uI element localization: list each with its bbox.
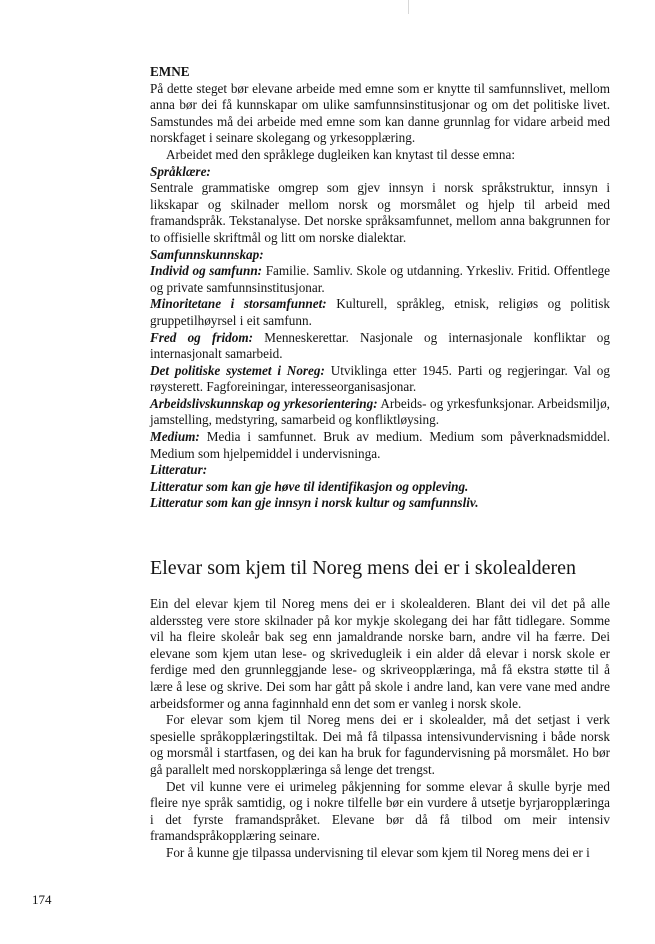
section-title: Elevar som kjem til Noreg mens dei er i skolealderen [150,557,576,579]
sprak-text: Sentrale grammatiske omgrep som gjev innsyn i norsk språkstruktur, innsyn i likskapar og skilnader mellom norsk og morsmålet og hjelp til arbeid med framandspråk. Tekstanalyse. Det norske språksamfunnet, mellom anna bakgrunnen for to offisielle skriftmål og litt om norske dialektar. [150,180,610,245]
emne-heading: EMNE [150,64,190,79]
topic-item [150,296,610,329]
lit-heading: Litteratur: [150,462,208,478]
topic-text: Familie. Samliv. Skole og utdanning. Yrkesliv. Fritid. Offentlege og private samfunnsinstitusjonar. [150,263,610,295]
topic-label: Minoritetane i storsamfunnet: [150,296,327,312]
samf-heading: Samfunnskunnskap: [150,246,264,262]
topic-item [150,396,610,429]
topic-text: Arbeids- og yrkesfunksjonar. Arbeidsmiljø, jamstelling, medstyring, samarbeid og konfliktløysing. [150,395,610,428]
emne-intro-2: Arbeidet med den språklege dugleiken kan knytast til desse emna: [166,146,515,162]
topic-item [150,263,610,296]
topic-label: Fred og fridom: [150,329,254,345]
page-number: 174 [32,892,52,907]
emne-section [150,64,610,512]
body-paragraph: Ein del elevar kjem til Noreg mens dei er i skolealderen. Blant dei vil det på alle alderssteg vere store skilnader på kor mykje skolegang dei har fått tidlegare. Somme vil ha fleire skoleår bak seg enn jamaldrande norske barn, andre vil ha færre. Dei elevane som kjem utan lese- og skrivedugleik i ein alder då elevar i norsk skole er ferdige med den grunnleggjande lese- og skriveopplæringa, må få ekstra støtte til å lære å lese og skrive. Dei som har gått på skole i andre land, kan vere vane med andre arbeidsformer og anna faginnhald enn det som er vanleg i norsk skole. [150,596,610,711]
topic-text: Media i samfunnet. Bruk av medium. Medium som påverknadsmiddel. Medium som hjelpemiddel i undervisninga. [150,429,610,461]
topic-item [150,330,610,363]
topic-item [150,429,610,462]
topic-label: Arbeidslivskunnskap og yrkesorientering: [150,395,378,411]
body-paragraph: For å kunne gje tilpassa undervisning til elevar som kjem til Noreg mens dei er i [166,844,590,860]
topic-label: Det politiske systemet i Noreg: [150,362,325,378]
topic-text: Kulturell, språkleg, etnisk, religiøs og politisk gruppetilhøyrsel i eit samfunn. [150,296,610,328]
section-body [150,596,610,862]
topic-text: Utviklinga etter 1945. Parti og regjeringar. Val og røysterett. Fagforeiningar, interesseorganisasjonar. [150,362,610,395]
lit-line: Litteratur som kan gje høve til identifikasjon og oppleving. [150,478,469,494]
lit-line: Litteratur som kan gje innsyn i norsk kultur og samfunnsliv. [150,495,479,511]
topic-item [150,363,610,396]
topic-label: Individ og samfunn: [150,263,263,279]
topic-text: Menneskerettar. Nasjonale og internasjonale konfliktar og internasjonalt samarbeid. [150,329,610,362]
emne-intro: På dette steget bør elevane arbeide med emne som er knytte til samfunnslivet, mellom anna bør dei få kunnskapar om ulike samfunnsinstitusjonar og om det politiske livet. Samstundes må dei arbeide med emne som kan danne grunnlag for vidare arbeid med norskfaget i seinare skolegang og yrkesopplæring. [150,80,610,146]
body-paragraph: For elevar som kjem til Noreg mens dei er i skolealder, må det setjast i verk spesielle språkopplæringstiltak. Dei må få tilpassa intensivundervisning i både norsk og morsmål i startfasen, og dei kan ha bruk for fagundervisning på morsmålet. Ho bør gå parallelt med norskopplæringa så lenge det trengst. [150,712,610,777]
sprak-heading: Språklære: [150,163,211,179]
page-crease [408,0,409,14]
topic-label: Medium: [150,429,200,445]
body-paragraph: Det vil kunne vere ei urimeleg påkjenning for somme elevar å skulle byrje med fleire nye språk samtidig, og i nokre tilfelle bør ein vurdere å utsetje byrjaropplæringa i det fyrste framandspråket. Elevane bør då få tilbod om meir intensiv framandspråkopplæring seinare. [150,778,610,844]
